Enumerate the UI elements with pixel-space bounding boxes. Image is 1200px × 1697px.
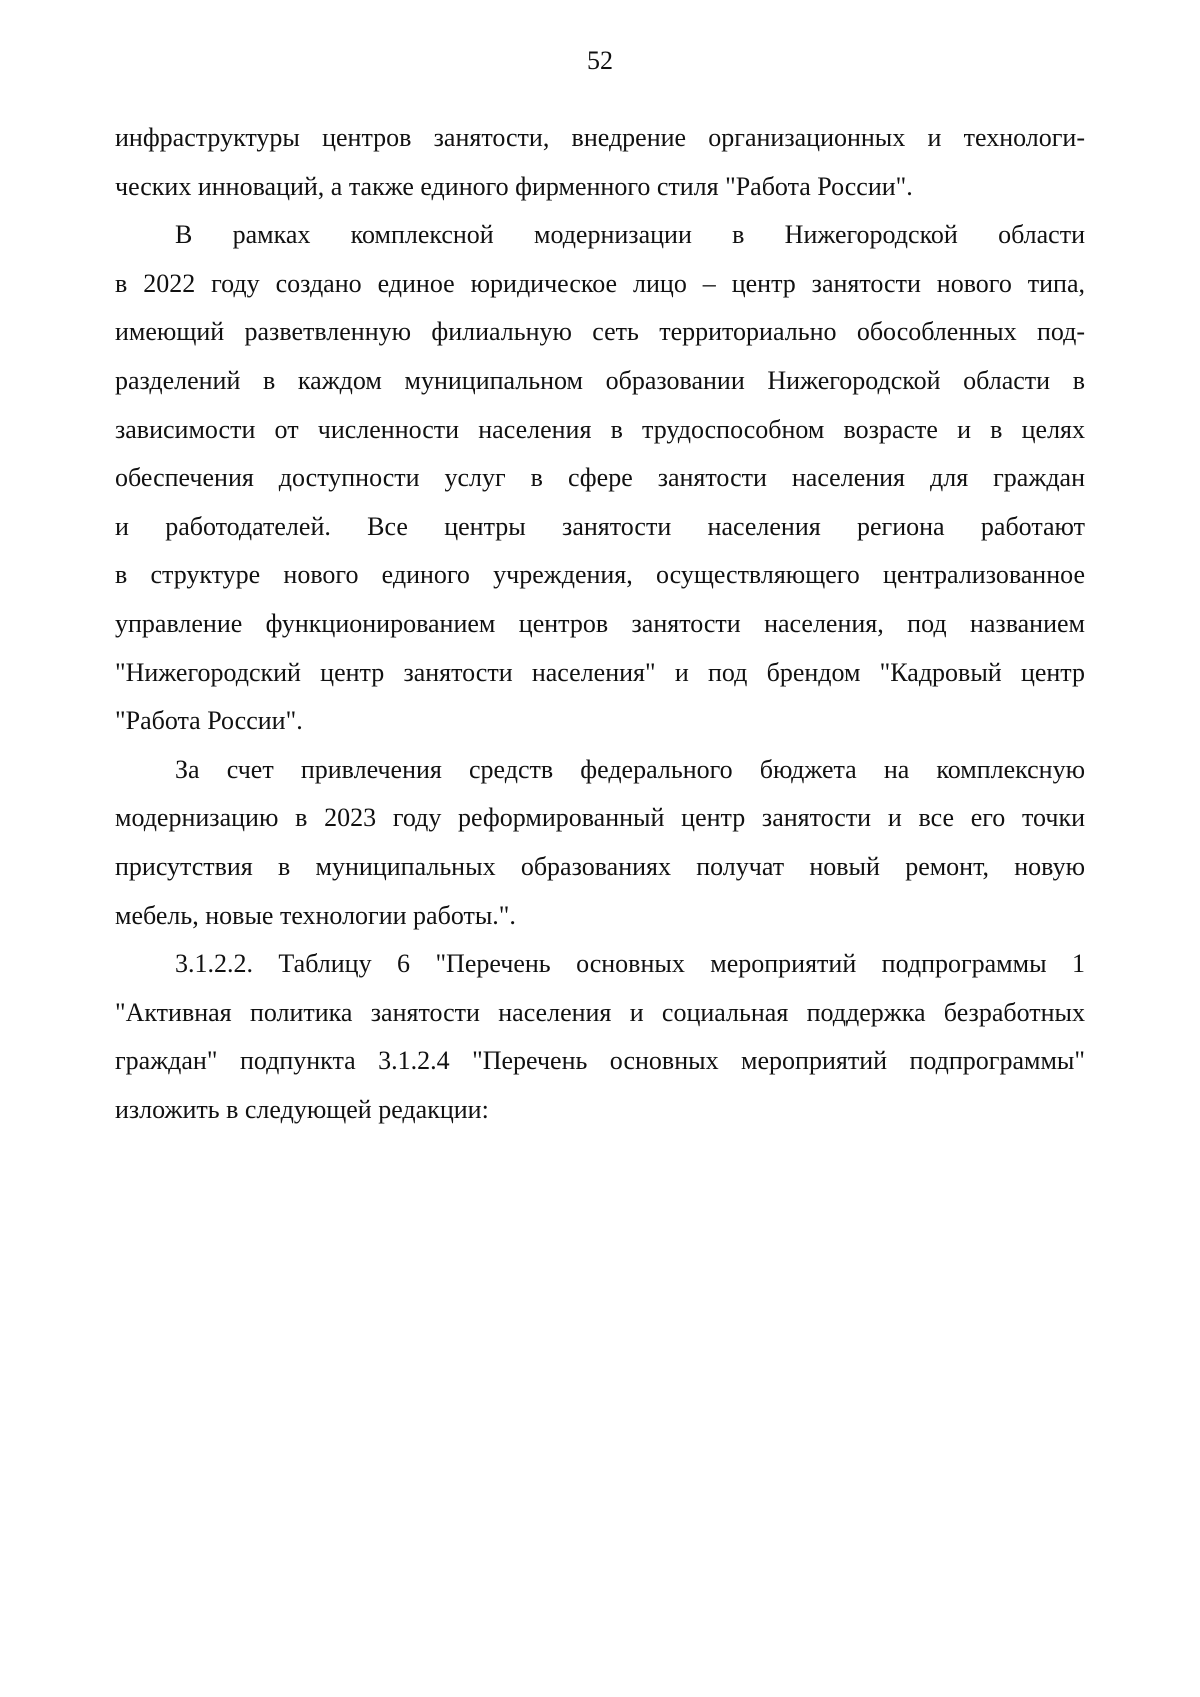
- text-line: присутствия в муниципальных образованиях получат новый ремонт, новую: [115, 851, 1085, 881]
- document-body: [115, 114, 1085, 1134]
- text-line: и работодателей. Все центры занятости населения региона работают: [115, 511, 1085, 541]
- text-line: граждан" подпункта 3.1.2.4 "Перечень основных мероприятий подпрограммы": [115, 1046, 1085, 1076]
- text-line: в 2022 году создано единое юридическое лицо – центр занятости нового типа,: [115, 268, 1085, 298]
- page-number: 52: [587, 46, 613, 75]
- text-line: обеспечения доступности услуг в сфере занятости населения для граждан: [115, 463, 1085, 493]
- text-line: в структуре нового единого учреждения, осуществляющего централизованное: [115, 560, 1085, 590]
- text-line: модернизацию в 2023 году реформированный центр занятости и все его точки: [115, 803, 1085, 833]
- text-line: инфраструктуры центров занятости, внедрение организационных и технологи-: [115, 123, 1085, 152]
- text-line: разделений в каждом муниципальном образовании Нижегородской области в: [115, 365, 1085, 395]
- text-line: ческих инноваций, а также единого фирменного стиля "Работа России".: [115, 171, 913, 201]
- text-line: мебель, новые технологии работы.".: [115, 900, 516, 930]
- text-line: В рамках комплексной модернизации в Нижегородской области: [175, 220, 1085, 250]
- text-line: зависимости от численности населения в трудоспособном возрасте и в целях: [115, 414, 1085, 444]
- text-line: "Нижегородский центр занятости населения" и под брендом "Кадровый центр: [115, 657, 1085, 687]
- text-line: "Активная политика занятости населения и социальная поддержка безработных: [115, 997, 1085, 1027]
- text-line: За счет привлечения средств федерального бюджета на комплексную: [175, 754, 1085, 784]
- text-line: изложить в следующей редакции:: [115, 1094, 489, 1124]
- text-line: имеющий разветвленную филиальную сеть территориально обособленных под-: [115, 317, 1085, 347]
- text-line: управление функционированием центров занятости населения, под названием: [115, 608, 1085, 638]
- text-line: 3.1.2.2. Таблицу 6 "Перечень основных мероприятий подпрограммы 1: [175, 949, 1085, 979]
- text-line: "Работа России".: [115, 706, 303, 736]
